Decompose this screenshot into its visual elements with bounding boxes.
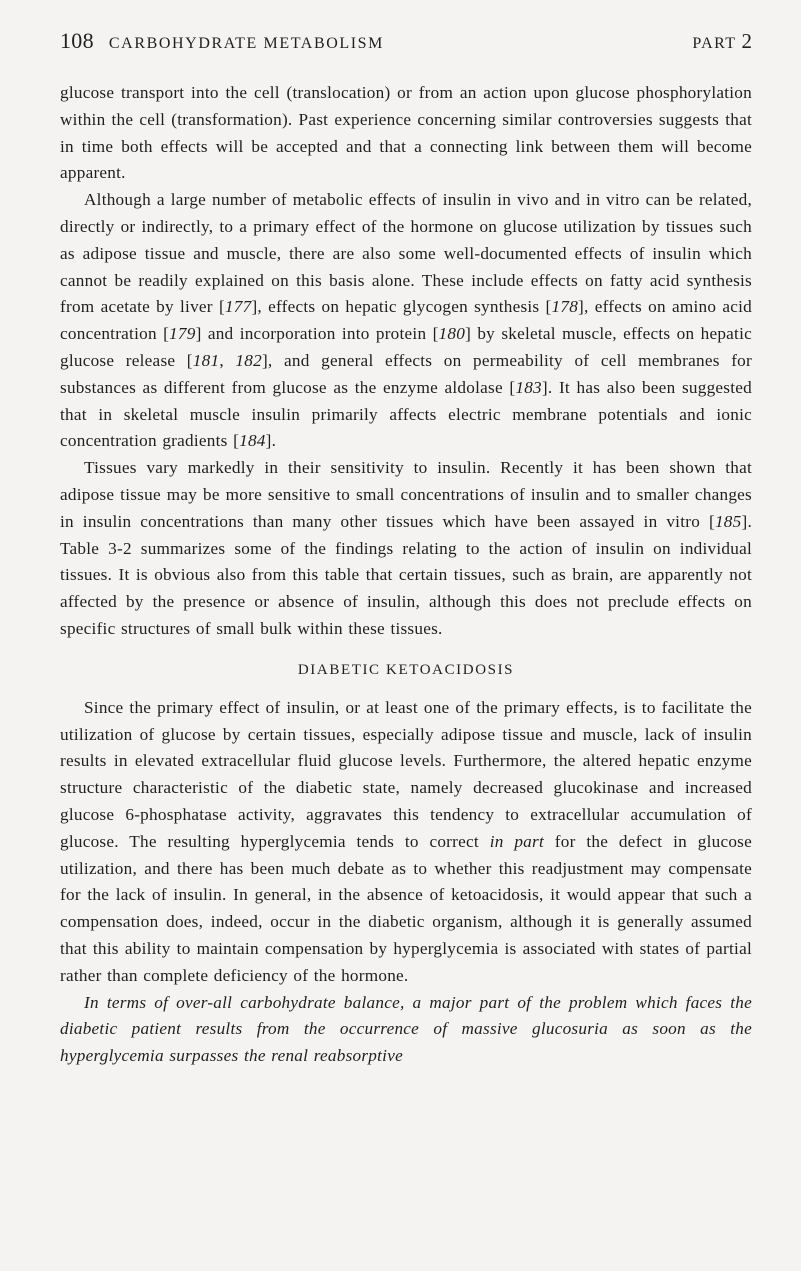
citation-183: 183	[515, 377, 542, 397]
book-page	[60, 28, 752, 1070]
part-label	[692, 29, 752, 54]
header-left	[60, 28, 384, 54]
text-run: for the defect in glucose utilization, and there has been much debate as to whether this readjustment may compensate for the lack of insulin. In general, in the absence of ketoacidosis, it would appear that such a compensation does, indeed, occur in the diabetic organism, although it is generally assumed that this ability to maintain compensation by hyperglycemia is associated with states of partial rather than complete deficiency of the hormone.	[60, 831, 752, 985]
text-run: Although a large number of metabolic effects of insulin in vivo and in vitro can be related, directly or indirectly, to a primary effect of the hormone on glucose utilization by tissues such as adipose tissue and muscle, there are also some well-documented effects of insulin which cannot be readily explained on this basis alone. These include effects on fatty acid synthesis from acetate by liver [	[60, 190, 752, 317]
emphasis-in-part: in part	[489, 831, 544, 851]
text-run: ], effects on amino acid concentration [	[60, 297, 752, 344]
citation-179: 179	[169, 324, 196, 344]
citation-180: 180	[438, 324, 466, 344]
citation-177: 177	[224, 297, 252, 317]
citation-181: 181	[192, 350, 220, 370]
section-heading: DIABETIC KETOACIDOSIS	[297, 661, 515, 678]
text-run: ] by skeletal muscle, effects on hepatic glucose release [	[60, 324, 752, 370]
text-run: ], and general effects on permeability of cell membranes for substances as different from glucose as the enzyme aldolase [	[60, 350, 752, 397]
paragraph-3	[60, 455, 752, 643]
running-title: CARBOHYDRATE METABOLISM	[108, 35, 384, 52]
text-run: ,	[219, 350, 236, 370]
text-run: ]. It has also been suggested that in skeletal muscle insulin primarily affects electric membrane potentials and ionic concentration gradients [	[60, 377, 752, 451]
citation-184: 184	[239, 431, 266, 451]
page-number: 108	[60, 28, 94, 53]
paragraph-5	[60, 990, 752, 1070]
citation-178: 178	[551, 297, 579, 317]
paragraph-1	[60, 80, 752, 187]
text-run: ] and incorporation into protein [	[195, 324, 439, 344]
text-run: Tissues vary markedly in their sensitivity to insulin. Recently it has been shown that adipose tissue may be more sensitive to small concentrations of insulin and to smaller changes in insulin concentrations than many other tissues which have been assayed in vitro [	[60, 458, 752, 531]
paragraph-1-text: glucose transport into the cell (translocation) or from an action upon glucose phosphorylation within the cell (transformation). Past experience concerning similar controversies suggests that in time both effects will be accepted and that a connecting link between them will become apparent.	[60, 83, 752, 183]
italic-paragraph-text: In terms of over-all carbohydrate balance, a major part of the problem which faces the diabetic patient results from the occurrence of massive glucosuria as soon as the hyperglycemia surpasses the renal reabsorptive	[60, 992, 752, 1066]
part-number: 2	[741, 29, 752, 53]
part-word: PART	[692, 35, 737, 52]
text-run: ], effects on hepatic glycogen synthesis [	[251, 297, 552, 317]
running-header	[60, 28, 752, 60]
text-run: Since the primary effect of insulin, or at least one of the primary effects, is to facilitate the utilization of glucose by certain tissues, especially adipose tissue and muscle, lack of insulin results in elevated extracellular fluid glucose levels. Furthermore, the altered hepatic enzyme structure characteristic of the diabetic state, namely decreased glucokinase and increased glucose 6-phosphatase activity, aggravates this tendency to extracellular accumulation of glucose. The resulting hyperglycemia tends to correct	[60, 697, 752, 851]
citation-182: 182	[235, 350, 262, 370]
paragraph-4	[60, 695, 752, 990]
text-run: ]. Table 3-2 summarizes some of the findings relating to the action of insulin on individual tissues. It is obvious also from this table that certain tissues, such as brain, are apparently not affected by the presence or absence of insulin, although this does not preclude effects on specific structures of small bulk within these tissues.	[60, 511, 752, 638]
text-run: ].	[265, 431, 277, 451]
citation-185: 185	[714, 511, 742, 531]
paragraph-2	[60, 187, 752, 455]
